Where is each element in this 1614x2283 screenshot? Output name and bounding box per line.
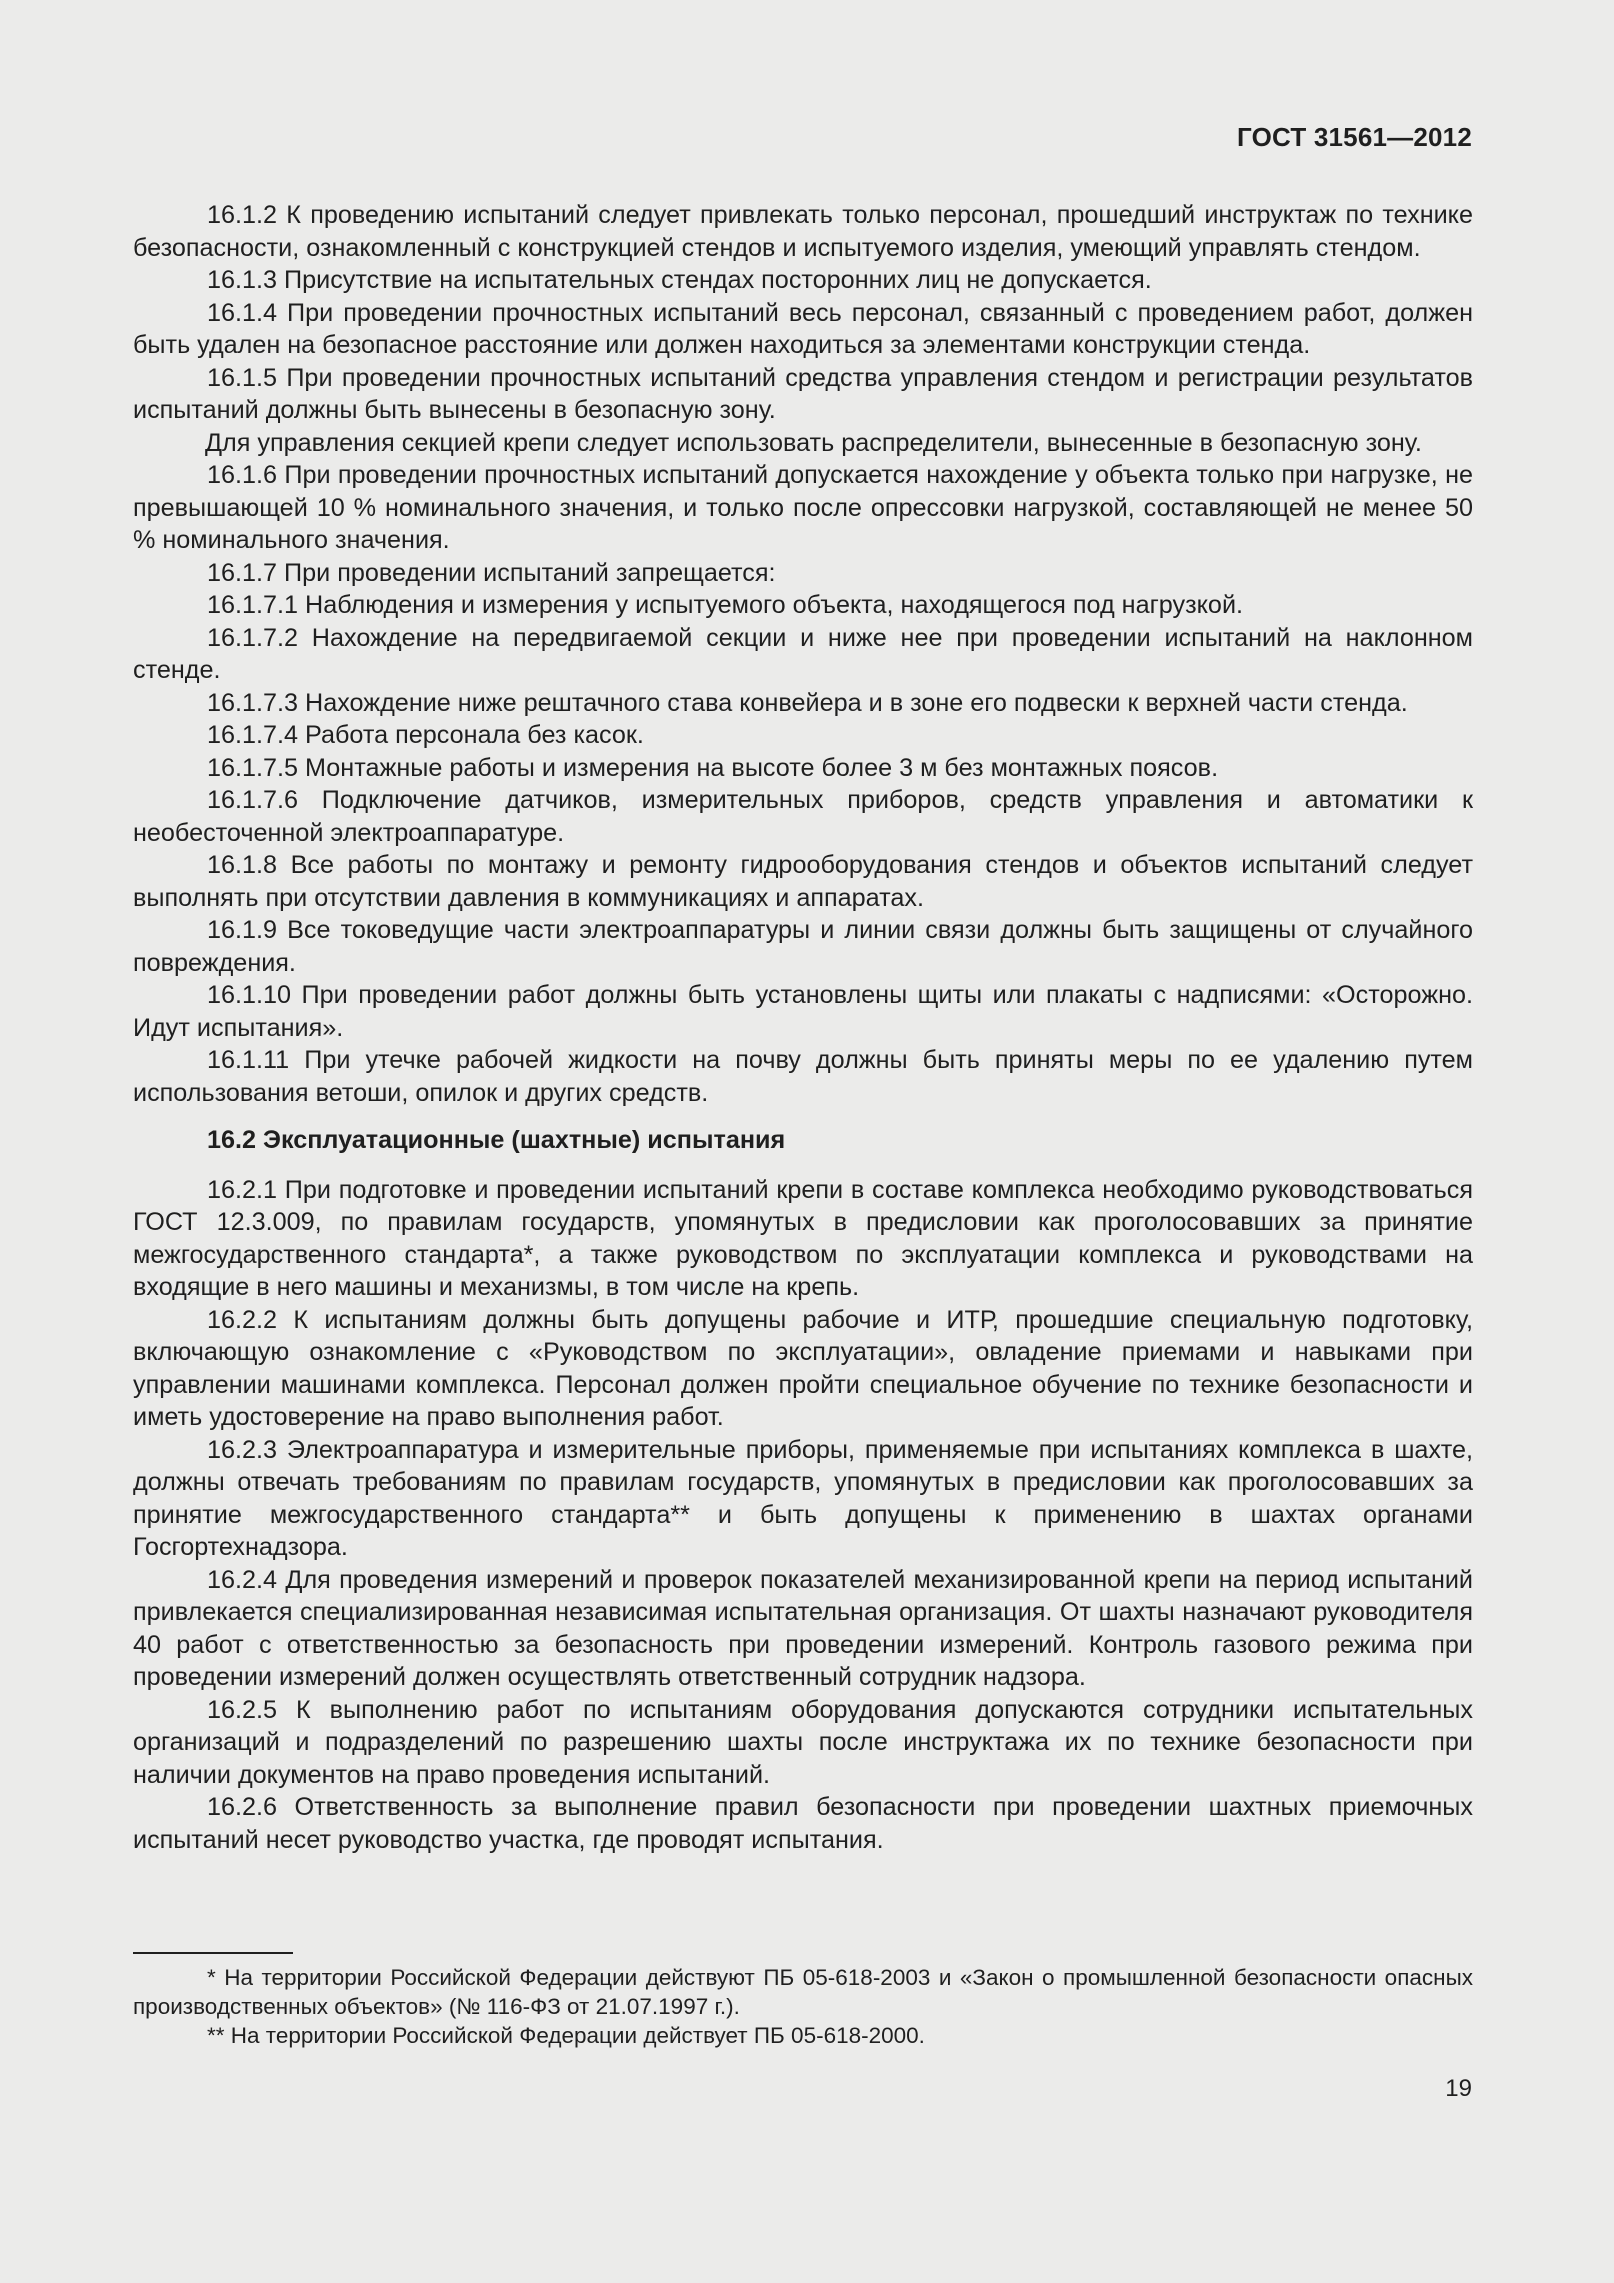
footnotes <box>133 1963 1473 2050</box>
paragraph-16-1-4: 16.1.4 При проведении прочностных испытаний весь персонал, связанный с проведением работ, должен быть удален на безопасное расстояние или должен находиться за элементами конструкции стенда. <box>133 298 1473 359</box>
paragraph-16-1-3: 16.1.3 Присутствие на испытательных стендах посторонних лиц не допускается. <box>207 266 1152 294</box>
paragraph-16-1-7-1: 16.1.7.1 Наблюдения и измерения у испытуемого объекта, находящегося под нагрузкой. <box>207 591 1244 619</box>
paragraph-16-1-2: 16.1.2 К проведению испытаний следует привлекать только персонал, прошедший инструктаж по технике безопасности, ознакомленный с конструкцией стендов и испытуемого изделия, умеющий управлять стендом. <box>133 201 1473 262</box>
paragraph-16-1-7-5: 16.1.7.5 Монтажные работы и измерения на высоте более 3 м без монтажных поясов. <box>207 753 1219 782</box>
footnote-divider <box>133 1952 293 1954</box>
document-header: ГОСТ 31561—2012 <box>1237 122 1472 152</box>
paragraph-16-1-5: 16.1.5 При проведении прочностных испытаний средства управления стендом и регистрации результатов испытаний должны быть вынесены в безопасную зону. <box>133 363 1473 424</box>
paragraph-16-1-8: 16.1.8 Все работы по монтажу и ремонту гидрооборудования стендов и объектов испытаний следует выполнять при отсутствии давления в коммуникациях и аппаратах. <box>133 851 1473 912</box>
paragraph-distributors: Для управления секцией крепи следует использовать распределители, вынесенные в безопасную зону. <box>205 428 1422 457</box>
paragraph-16-2-4: 16.2.4 Для проведения измерений и проверок показателей механизированной крепи на период испытаний привлекается специализированная независимая испытательная организация. От шахты назначают руководителя 40 работ с ответственностью за безопасность при проведении измерений. Контроль газового режима при проведении измерений должен осуществлять ответственный сотрудник надзора. <box>133 1565 1473 1691</box>
section-heading-16-2: 16.2 Эксплуатационные (шахтные) испытания <box>207 1126 786 1154</box>
paragraph-16-1-6: 16.1.6 При проведении прочностных испытаний допускается нахождение у объекта только при нагрузке, не превышающей 10 % номинального значения, и только после опрессовки нагрузкой, составляющей не менее 50 % номинального значения. <box>133 461 1473 554</box>
paragraph-16-1-7-3: 16.1.7.3 Нахождение ниже рештачного става конвейера и в зоне его подвески к верхней части стенда. <box>207 688 1408 717</box>
paragraph-16-1-10: 16.1.10 При проведении работ должны быть установлены щиты или плакаты с надписями: «Осторожно. Идут испытания». <box>133 981 1473 1042</box>
page-number: 19 <box>1445 2075 1472 2102</box>
paragraph-16-1-7-4: 16.1.7.4 Работа персонала без касок. <box>207 721 644 749</box>
footnote-1: * На территории Российской Федерации действуют ПБ 05-618-2003 и «Закон о промышленной безопасности опасных производственных объектов» (№ 116-ФЗ от 21.07.1997 г.). <box>133 1965 1473 2019</box>
page-content <box>133 199 1473 1856</box>
footnote-2: ** На территории Российской Федерации действует ПБ 05-618-2000. <box>207 2023 925 2048</box>
paragraph-16-2-5: 16.2.5 К выполнению работ по испытаниям оборудования допускаются сотрудники испытательных организаций и подразделений по разрешению шахты после инструктажа их по технике безопасности при наличии документов на право проведения испытаний. <box>133 1695 1473 1789</box>
paragraph-16-1-7: 16.1.7 При проведении испытаний запрещается: <box>207 558 776 587</box>
paragraph-16-1-9: 16.1.9 Все токоведущие части электроаппаратуры и линии связи должны быть защищены от случайного повреждения. <box>133 916 1473 977</box>
paragraph-16-2-2: 16.2.2 К испытаниям должны быть допущены рабочие и ИТР, прошедшие специальную подготовку, включающую ознакомление с «Руководством по эксплуатации», овладение приемами и навыками при управлении машинами комплекса. Персонал должен пройти специальное обучение по технике безопасности и иметь удостоверение на право выполнения работ. <box>133 1305 1473 1431</box>
paragraph-16-1-7-6: 16.1.7.6 Подключение датчиков, измерительных приборов, средств управления и автоматики к необесточенной электроаппаратуре. <box>133 786 1473 847</box>
paragraph-16-2-6: 16.2.6 Ответственность за выполнение правил безопасности при проведении шахтных приемочных испытаний несет руководство участка, где проводят испытания. <box>133 1793 1473 1854</box>
paragraph-16-1-11: 16.1.11 При утечке рабочей жидкости на почву должны быть приняты меры по ее удалению путем использования ветоши, опилок и других средств. <box>133 1046 1473 1107</box>
paragraph-16-2-1: 16.2.1 При подготовке и проведении испытаний крепи в составе комплекса необходимо руководствоваться ГОСТ 12.3.009, по правилам государств, упомянутых в предисловии как проголосовавших за принятие межгосударственного стандарта*, а также руководством по эксплуатации комплекса и руководствами на входящие в него машины и механизмы, в том числе на крепь. <box>133 1175 1473 1301</box>
paragraph-16-2-3: 16.2.3 Электроаппаратура и измерительные приборы, применяемые при испытаниях комплекса в шахте, должны отвечать требованиям по правилам государств, упомянутых в предисловии как проголосовавших за принятие межгосударственного стандарта** и быть допущены к применению в шахтах органами Госгортехнадзора. <box>133 1435 1473 1561</box>
paragraph-16-1-7-2: 16.1.7.2 Нахождение на передвигаемой секции и ниже нее при проведении испытаний на наклонном стенде. <box>133 623 1473 684</box>
